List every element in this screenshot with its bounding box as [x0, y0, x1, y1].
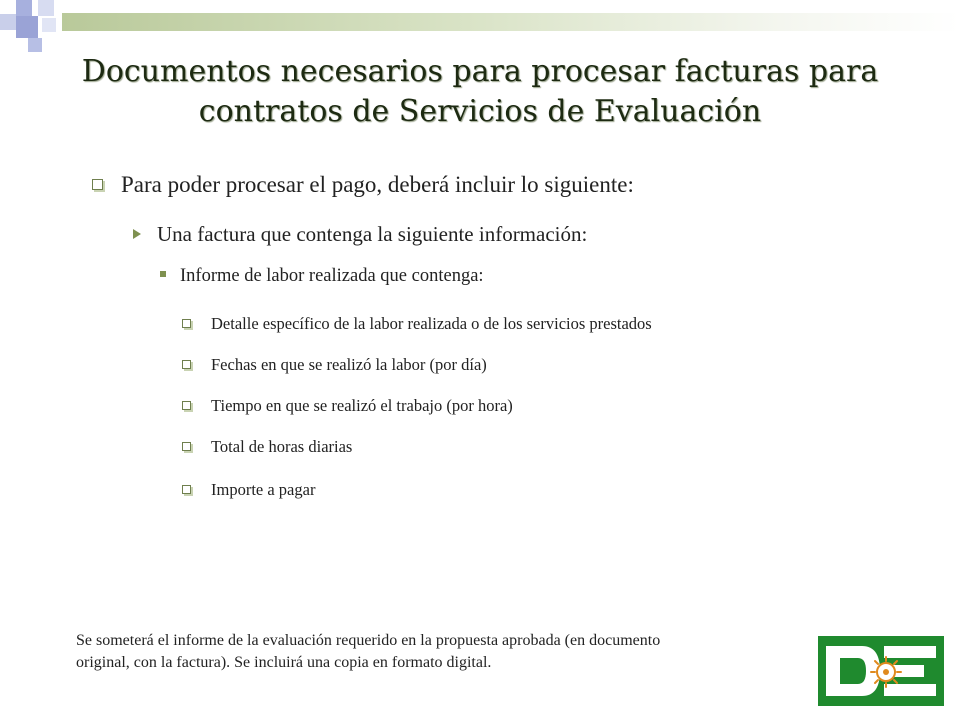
list-item-text: Tiempo en que se realizó el trabajo (por hora) — [211, 396, 513, 415]
title-line-2: contratos de Servicios de Evaluación — [198, 94, 762, 129]
footnote-line-1: Se someterá el informe de la evaluación requerido en la propuesta aprobada (en documento — [76, 632, 661, 649]
bullet-level-1 — [92, 172, 634, 198]
title-line-1: Documentos necesarios para procesar facturas para — [81, 54, 879, 89]
list-item-text: Importe a pagar — [211, 480, 316, 499]
slide-title — [60, 52, 900, 132]
list-item — [182, 355, 487, 375]
list-item — [182, 314, 652, 334]
list-item-text: Fechas en que se realizó la labor (por día) — [211, 355, 487, 374]
footnote-line-2: original, con la factura). Se incluirá una copia en formato digital. — [76, 654, 492, 671]
bullet-level-3 — [160, 266, 484, 287]
checkbox-bullet-icon — [182, 442, 191, 451]
footnote — [76, 630, 816, 674]
bullet-level-2 — [133, 222, 587, 247]
list-item — [182, 480, 315, 500]
checkbox-bullet-icon — [182, 360, 191, 369]
list-item — [182, 396, 513, 416]
sun-icon — [871, 657, 901, 687]
bullet-level-3-text: Informe de labor realizada que contenga: — [180, 266, 484, 286]
checkbox-bullet-icon — [182, 319, 191, 328]
checkbox-bullet-icon — [182, 485, 191, 494]
list-item-text: Detalle específico de la labor realizada o de los servicios prestados — [211, 314, 652, 333]
bullet-level-2-text: Una factura que contenga la siguiente información: — [157, 222, 588, 246]
list-item — [182, 437, 352, 457]
arrow-bullet-icon — [133, 229, 141, 239]
de-logo — [818, 636, 944, 706]
header-rule — [62, 13, 960, 31]
bullet-level-1-text: Para poder procesar el pago, deberá incluir lo siguiente: — [121, 172, 634, 197]
checkbox-bullet-icon — [182, 401, 191, 410]
checkbox-bullet-icon — [92, 179, 103, 190]
square-bullet-icon — [160, 271, 166, 277]
list-item-text: Total de horas diarias — [211, 437, 353, 456]
